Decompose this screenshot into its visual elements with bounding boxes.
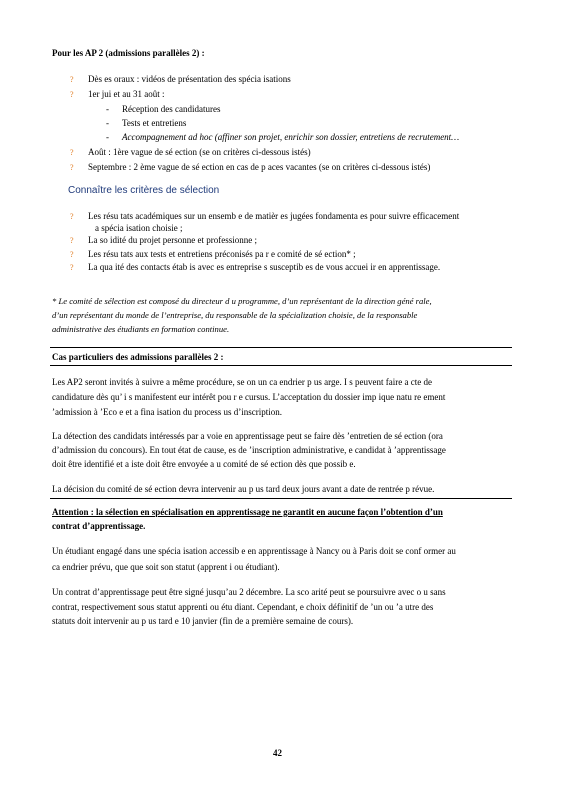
paragraph-line: statuts doit intervenir au p us tard e 10 janvier (fin de a première semaine de cours). <box>52 616 354 626</box>
schedule-item: Septembre : 2 ème vague de sé ection en cas de p aces vacantes (se on critères ci-dessous istés) <box>88 162 431 172</box>
paragraph-line: La décision du comité de sé ection devra intervenir au p us tard deux jours avant a date de rentrée p révue. <box>52 484 435 494</box>
attention-line: Attention : la sélection en spécialisation en apprentissage ne garantit en aucune façon l’obtention d’un <box>52 507 443 517</box>
paragraph-line: d’admission du concours). En tout état de cause, es de ’inscription administrative, e candidat à ’apprentissage <box>52 445 446 455</box>
paragraph-line: La détection des candidats intéressés par a voie en apprentissage peut se faire dès ’entretien de sé ection (ora <box>52 431 443 441</box>
page-number: 42 <box>273 748 282 758</box>
footnote-line: administrative des étudiants en formation continue. <box>52 324 230 334</box>
sub-item: Réception des candidatures <box>122 104 221 114</box>
footnote-line: d’un représentant du monde de l’entreprise, du responsable de la spécialization choisie, de la responsable <box>52 310 418 320</box>
criteria-item: La qua ité des contacts étab is avec es entreprise s susceptib es de vous accuei ir en apprentissage. <box>88 262 441 272</box>
schedule-item: Dès es oraux : vidéos de présentation des spécia isations <box>88 74 291 84</box>
sub-item: Tests et entretiens <box>122 118 187 128</box>
paragraph-line: ’admission à ’Eco e et a fina isation du process us d’inscription. <box>52 407 282 417</box>
criteria-item-continuation: a spécia isation choisie ; <box>95 223 183 233</box>
dash-icon: - <box>106 118 109 128</box>
schedule-item: 1er jui et au 31 août : <box>88 89 165 99</box>
bullet-icon: ? <box>70 263 74 272</box>
criteria-item: La so idité du projet personne et professionne ; <box>88 235 257 245</box>
bullet-icon: ? <box>70 163 74 172</box>
bullet-icon: ? <box>70 236 74 245</box>
sub-item: Accompagnement ad hoc (affiner son projet, enrichir son dossier, entretiens de recrutement… <box>122 132 460 142</box>
criteria-item: Les résu tats aux tests et entretiens préconisés pa r e comité de sé ection* ; <box>88 249 356 259</box>
special-heading: Cas particuliers des admissions parallèles 2 : <box>52 352 224 362</box>
bullet-icon: ? <box>70 250 74 259</box>
section-divider <box>50 498 512 499</box>
bullet-icon: ? <box>70 90 74 99</box>
section-divider <box>50 365 512 366</box>
paragraph-line: Un étudiant engagé dans une spécia isation accessib e en apprentissage à Nancy ou à Paris doit se conf ormer au <box>52 546 456 556</box>
attention-line: contrat d’apprentissage. <box>52 521 146 531</box>
criteria-item: Les résu tats académiques sur un ensemb e de matièr es jugées fondamenta es pour suivre efficacement <box>88 211 460 221</box>
paragraph-line: contrat, respectivement sous statut apprenti ou étu diant. Cependant, e choix définitif de ’un ou ’a utre des <box>52 602 434 612</box>
bullet-icon: ? <box>70 75 74 84</box>
bullet-icon: ? <box>70 148 74 157</box>
dash-icon: - <box>106 104 109 114</box>
criteria-heading: Connaître les critères de sélection <box>68 185 220 196</box>
paragraph-line: ca endrier prévu, que que soit son statut (apprent i ou étudiant). <box>52 562 280 572</box>
footnote-line: * Le comité de sélection est composé du directeur d u programme, d’un représentant de la direction géné rale, <box>52 296 432 306</box>
dash-icon: - <box>106 132 109 142</box>
section-divider <box>50 347 512 348</box>
bullet-icon: ? <box>70 212 74 221</box>
paragraph-line: Un contrat d’apprentissage peut être signé jusqu’au 2 décembre. La sco arité peut se poursuivre avec o u sans <box>52 587 446 597</box>
paragraph-line: doit être identifié et a iste doit être envoyée a u comité de sé ection dès que possib e. <box>52 459 356 469</box>
paragraph-line: Les AP2 seront invités à suivre a même procédure, se on un ca endrier p us arge. I s peuvent faire a cte de <box>52 377 432 387</box>
schedule-item: Août : 1ère vague de sé ection (se on critères ci-dessous istés) <box>88 147 311 157</box>
paragraph-line: candidature dès qu’ i s manifestent eur intérêt pou r e cursus. L’acceptation du dossier imp ique natu re ement <box>52 392 446 402</box>
ap2-heading: Pour les AP 2 (admissions parallèles 2) : <box>52 48 205 58</box>
